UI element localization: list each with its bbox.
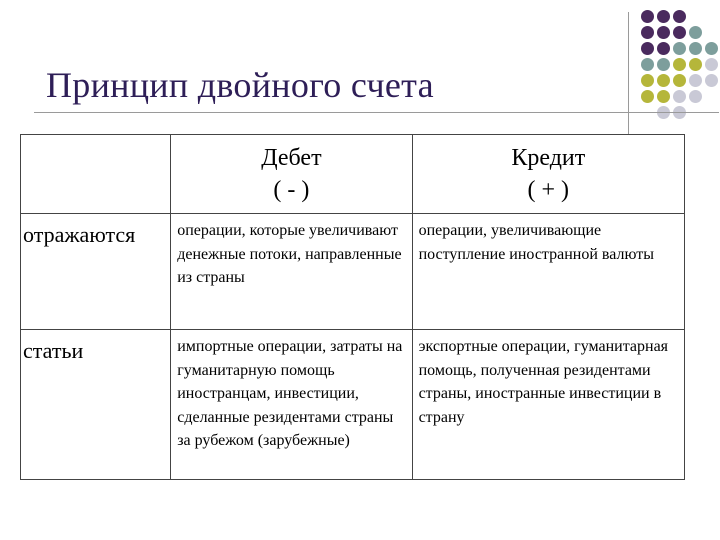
row-label: статьи [21, 330, 171, 480]
header-credit-label: Кредит [511, 145, 586, 171]
row-label: отражаются [21, 214, 171, 330]
decor-dot [705, 74, 718, 87]
row-debit-cell: операции, которые увеличивают денежные потоки, направленные из страны [171, 214, 412, 330]
header-debit-cell [171, 135, 412, 214]
decor-dot [689, 58, 702, 71]
decorative-horizontal-line [34, 112, 719, 113]
decor-dot [673, 26, 686, 39]
decor-dot [657, 10, 670, 23]
decor-dot [705, 58, 718, 71]
decor-dot [689, 90, 702, 103]
table-row [21, 330, 685, 480]
table-header-row [21, 135, 685, 214]
decorative-vertical-line [628, 12, 629, 134]
decor-dot [657, 26, 670, 39]
decor-dot [657, 42, 670, 55]
decor-dot [673, 10, 686, 23]
decor-dot [705, 42, 718, 55]
header-empty-cell [21, 135, 171, 214]
decor-dot [641, 58, 654, 71]
header-debit-sign: ( - ) [273, 177, 310, 203]
decor-dot [673, 42, 686, 55]
decor-dot [657, 58, 670, 71]
slide-title: Принцип двойного счета [46, 65, 434, 105]
row-credit-cell: экспортные операции, гуманитарная помощь, полученная резидентами страны, иностранные инвестиции в страну [412, 330, 684, 480]
decor-dot [673, 90, 686, 103]
decor-dot [657, 74, 670, 87]
header-debit-label: Дебет [261, 145, 322, 171]
decor-dot [641, 26, 654, 39]
row-debit-cell: импортные операции, затраты на гуманитарную помощь иностранцам, инвестиции, сделанные резидентами страны за рубежом (зарубежные) [171, 330, 412, 480]
double-entry-table [20, 134, 685, 480]
header-credit-sign: ( + ) [527, 177, 570, 203]
decor-dot [641, 42, 654, 55]
decor-dot [673, 58, 686, 71]
decor-dot [689, 74, 702, 87]
decor-dot [641, 74, 654, 87]
decor-dot [657, 90, 670, 103]
decor-dot [689, 26, 702, 39]
row-credit-cell: операции, увеличивающие поступление иностранной валюты [412, 214, 684, 330]
table-row [21, 214, 685, 330]
decor-dot [673, 74, 686, 87]
decor-dot [641, 10, 654, 23]
decor-dot [689, 42, 702, 55]
decor-dot [641, 90, 654, 103]
header-credit-cell [412, 135, 684, 214]
